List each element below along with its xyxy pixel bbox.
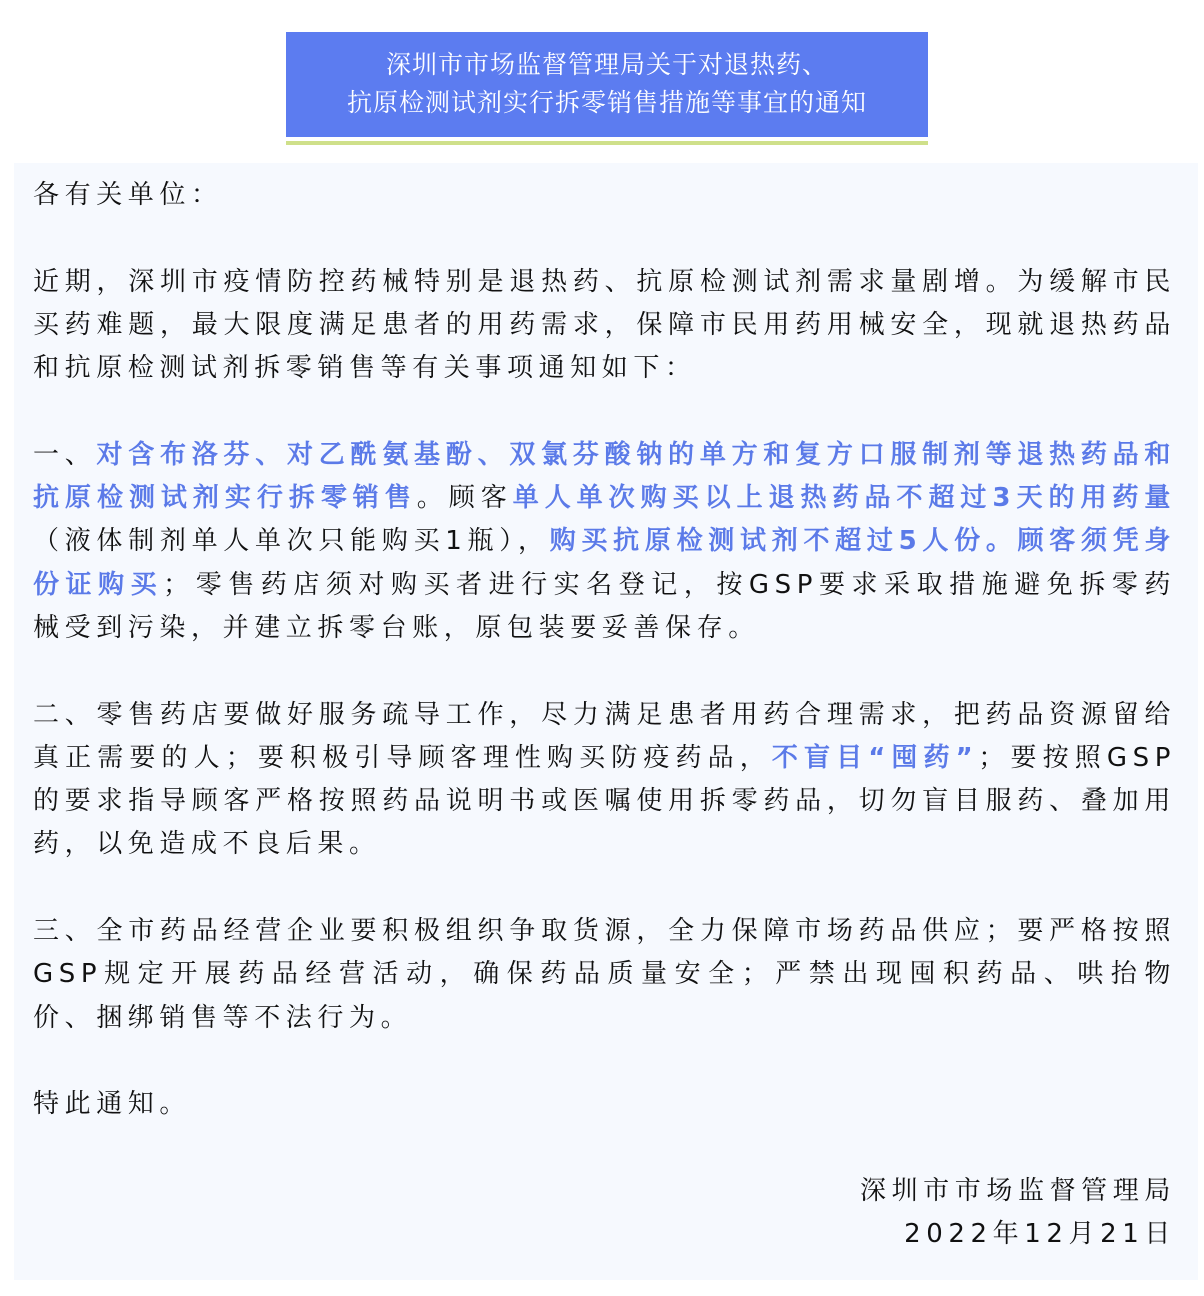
notice-title-banner bbox=[286, 32, 928, 137]
item-2-text-b: ；要按照GSP的要求指导顾客严格按照药品说明书或医嘱使用拆零药品，切勿盲目服药、叠加用药，以免造成不良后果。 bbox=[33, 742, 1176, 860]
title-line-1: 深圳市市场监督管理局关于对退热药、 bbox=[385, 50, 828, 79]
item-2-text-a: 二、零售药店要做好服务疏导工作，尽力满足患者用药合理需求，把药品资源留给真正需要的人；要积极引导顾客理性购买防疫药品， bbox=[33, 699, 1176, 773]
title-line-2: 抗原检测试剂实行拆零销售措施等事宜的通知 bbox=[346, 88, 867, 117]
item-1-paragraph bbox=[33, 434, 1176, 650]
item-1-highlight-limit: 单人单次购买以上退热药品不超过3天的用药量 bbox=[512, 483, 1176, 514]
issue-date: 2022年12月21日 bbox=[904, 1219, 1176, 1250]
item-3-paragraph: 三、全市药品经营企业要积极组织争取货源，全力保障市场药品供应；要严格按照GSP规定开展药品经营活动，确保药品质量安全；严禁出现囤积药品、哄抬物价、捆绑销售等不法行为。 bbox=[33, 916, 1176, 1033]
salutation: 各有关单位： bbox=[33, 180, 223, 210]
item-1-prefix: 一、 bbox=[33, 439, 97, 470]
intro-paragraph: 近期，深圳市疫情防控药械特别是退热药、抗原检测试剂需求量剧增。为缓解市民买药难题，最大限度满足患者的用药需求，保障市民用药用械安全，现就退热药品和抗原检测试剂拆零销售等有关事项通知如下： bbox=[33, 266, 1176, 384]
item-1-text-b: （液体制剂单人单次只能购买1瓶）， bbox=[33, 526, 550, 557]
item-1-text-a: 。顾客 bbox=[416, 483, 513, 514]
signature-block bbox=[33, 1170, 1176, 1257]
item-1-highlight-antigen: 购买抗原检测试剂不超过5人份。顾客须凭身份证购买 bbox=[33, 526, 1177, 600]
item-2-highlight-no-hoarding: 不盲目“囤药” bbox=[771, 742, 979, 773]
issuer-name: 深圳市市场监督管理局 bbox=[859, 1175, 1176, 1206]
title-underline-divider bbox=[286, 141, 928, 145]
item-2-paragraph bbox=[33, 694, 1176, 867]
closing-line: 特此通知。 bbox=[33, 1089, 192, 1120]
item-1-highlight-scope: 对含布洛芬、对乙酰氨基酚、双氯芬酸钠的单方和复方口服制剂等退热药品和抗原检测试剂实行拆零销售 bbox=[33, 439, 1176, 514]
notice-body bbox=[14, 163, 1198, 1280]
item-1-text-c: ；零售药店须对购买者进行实名登记，按GSP要求采取措施避免拆零药械受到污染，并建立拆零台账，原包装要妥善保存。 bbox=[33, 569, 1176, 643]
